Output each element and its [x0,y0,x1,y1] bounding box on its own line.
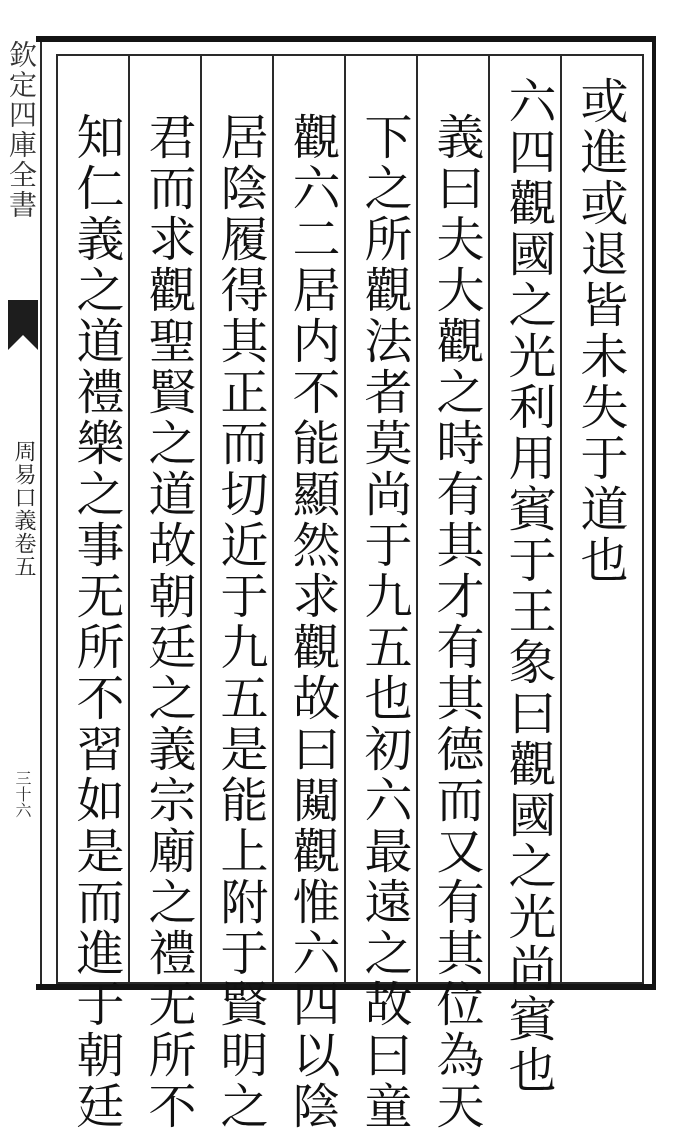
page-number: 三十六 [13,770,32,818]
series-title: 欽定四庫全書 [5,40,38,220]
text-column-7: 君而求觀聖賢之道故朝廷之義宗廟之禮无所不 [140,112,196,1132]
column-rule [344,54,346,984]
column-rule [200,54,202,984]
column-rule [416,54,418,984]
text-column-2: 六四觀國之光利用賓于王象曰觀國之光尚賓也 [500,76,556,1096]
text-column-5: 觀六二居内不能顯然求觀故曰闚觀惟六四以陰 [284,112,340,1132]
column-rule [488,54,490,984]
text-column-6: 居陰履得其正而切近于九五是能上附于賢明之 [212,112,268,1132]
text-column-3: 義曰夫大觀之時有其才有其德而又有其位為天 [428,112,484,1132]
column-rule [560,54,562,984]
text-column-4: 下之所觀法者莫尚于九五也初六最遠之故曰童 [356,112,412,1132]
text-column-8: 知仁義之道禮樂之事无所不習如是而進于朝廷 [68,112,124,1132]
column-rule [272,54,274,984]
text-column-1: 或進或退皆未失于道也 [572,76,628,586]
column-rule [128,54,130,984]
book-title: 周易口義卷五 [11,440,36,578]
